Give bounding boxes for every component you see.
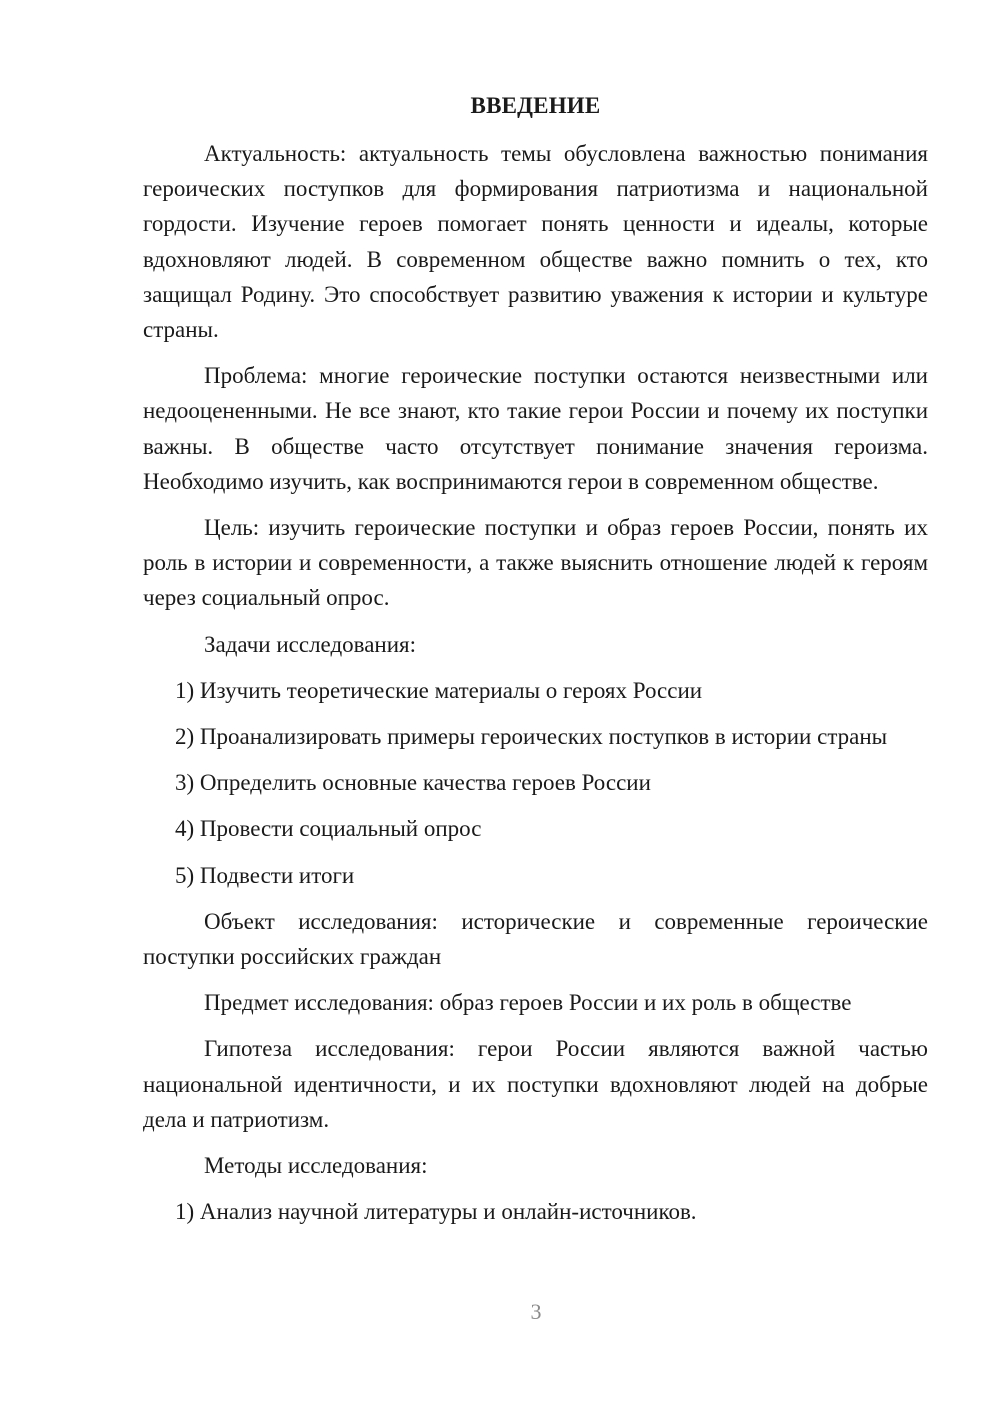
paragraph-problem: Проблема: многие героические поступки остаются неизвестными или недооцененными. Не все знают, кто такие герои России и почему их поступки важны. В обществе часто отсутствует понимание значения героизма. Необходимо изучить, как воспринимаются герои в современном обществе.	[143, 363, 928, 494]
paragraph-actuality: Актуальность: актуальность темы обусловлена важностью понимания героических поступков для формирования патриотизма и национальной гордости. Изучение героев помогает понять ценности и идеалы, которые вдохновляют людей. В современном обществе важно помнить о тех, кто защищал Родину. Это способствует развитию уважения к истории и культуре страны.	[143, 141, 928, 343]
paragraph-subject: Предмет исследования: образ героев России и их роль в обществе	[204, 990, 852, 1016]
task-item-5: 5) Подвести итоги	[175, 862, 355, 888]
methods-heading: Методы исследования:	[204, 1153, 428, 1179]
page-number: 3	[530, 1299, 542, 1324]
page-body	[143, 90, 928, 1240]
task-item-2: 2) Проанализировать примеры героических поступков в истории страны	[175, 724, 888, 750]
paragraph-goal: Цель: изучить героические поступки и образ героев России, понять их роль в истории и современности, а также выяснить отношение людей к героям через социальный опрос.	[143, 515, 928, 611]
section-title: ВВЕДЕНИЕ	[470, 93, 601, 118]
task-item-1: 1) Изучить теоретические материалы о героях России	[175, 677, 703, 703]
paragraph-object: Объект исследования: исторические и современные героические поступки российских граждан	[143, 908, 928, 970]
task-item-4: 4) Провести социальный опрос	[175, 816, 482, 842]
method-item-1: 1) Анализ научной литературы и онлайн-источников.	[175, 1199, 697, 1225]
task-item-3: 3) Определить основные качества героев России	[175, 770, 651, 796]
tasks-heading: Задачи исследования:	[204, 631, 417, 657]
paragraph-hypothesis: Гипотеза исследования: герои России являются важной частью национальной идентичности, и их поступки вдохновляют людей на добрые дела и патриотизм.	[143, 1036, 928, 1132]
